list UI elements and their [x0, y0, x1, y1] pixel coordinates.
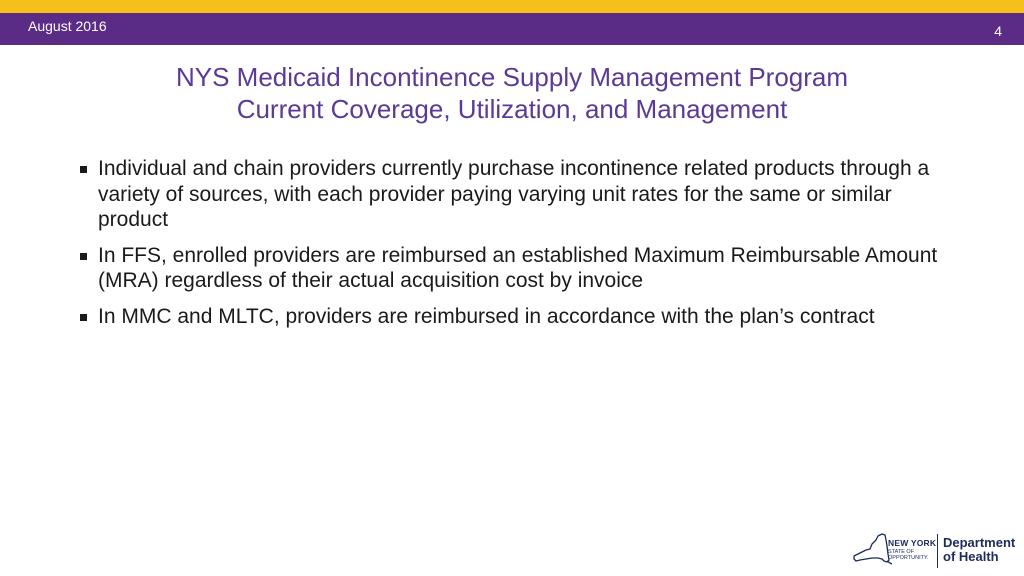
square-bullet-icon	[80, 166, 87, 173]
bullet-item	[80, 156, 960, 233]
slide-title-line-2: Current Coverage, Utilization, and Management	[236, 94, 788, 124]
bullet-text: In FFS, enrolled providers are reimbursed an established Maximum Reimbursable Amount (MRA) regardless of their actual acquisition cost by invoice	[98, 243, 938, 292]
logo-divider	[937, 534, 938, 568]
new-york-state-map-icon	[852, 532, 892, 566]
top-accent-stripe	[0, 0, 1024, 13]
nys-department-of-health-logo	[852, 530, 1022, 572]
square-bullet-icon	[80, 314, 87, 321]
bullet-item	[80, 243, 960, 294]
square-bullet-icon	[80, 253, 87, 260]
logo-state-tagline: STATE OF OPPORTUNITY.	[888, 549, 929, 561]
header-date: August 2016	[28, 18, 107, 34]
bullet-text: In MMC and MLTC, providers are reimbursed in accordance with the plan’s contract	[98, 304, 875, 328]
bullet-text: Individual and chain providers currently purchase incontinence related products through a variety of sources, with each provider paying varying unit rates for the same or similar product	[98, 157, 930, 231]
logo-department-name	[943, 536, 1015, 564]
slide-title	[0, 61, 1024, 125]
bullet-item	[80, 304, 960, 330]
logo-department-line-1: Department	[943, 535, 1016, 550]
logo-state-name: NEW YORK	[888, 538, 937, 548]
page-number: 4	[994, 23, 1002, 39]
logo-department-line-2: of Health	[943, 549, 999, 564]
header-bar	[0, 13, 1024, 45]
bullet-list	[80, 156, 960, 339]
slide-title-line-1: NYS Medicaid Incontinence Supply Management Program	[175, 62, 849, 92]
